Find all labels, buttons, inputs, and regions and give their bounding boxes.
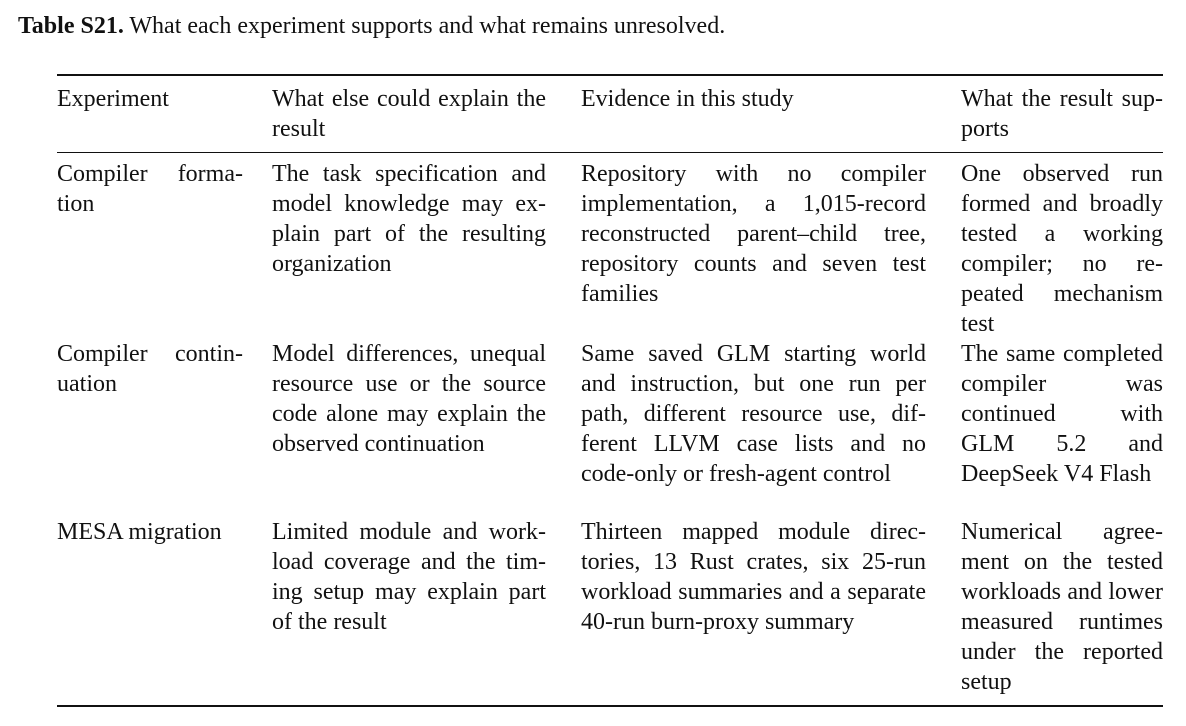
row-3-evidence: Thirteen mapped module directories, 13 Rust crates, six 25-run workload summaries and a separate 40-run burn-proxy summary xyxy=(581,519,926,635)
row-1-alternative: The task specification and model knowledge may explain part of the resulting organization xyxy=(272,161,546,277)
row-1-experiment: Compiler formation xyxy=(57,161,243,217)
header-supports: What the result supports xyxy=(961,86,1163,142)
caption-text: What each experiment supports and what remains unresolved. xyxy=(129,13,726,39)
row-2-alternative: Model differences, unequal resource use or the source code alone may explain the observed continuation xyxy=(272,341,546,457)
top-rule xyxy=(57,74,1163,76)
header-alternative-explanation: What else could explain the result xyxy=(272,86,546,142)
row-2-experiment: Compiler continuation xyxy=(57,341,243,397)
row-1-supports: One observed run formed and broadly tested a working compiler; no repeated mechanism test xyxy=(961,161,1163,337)
header-experiment: Experiment xyxy=(57,86,169,112)
row-3-supports: Numerical agreement on the tested workloads and lower measured runtimes under the reported setup xyxy=(961,519,1163,695)
bottom-rule xyxy=(57,705,1163,707)
table-label: Table S21. xyxy=(18,13,124,39)
row-2-supports: The same completed compiler was continued with GLM 5.2 and DeepSeek V4 Flash xyxy=(961,341,1163,487)
header-evidence: Evidence in this study xyxy=(581,86,794,112)
header-rule xyxy=(57,152,1163,153)
row-1-evidence: Repository with no compiler implementation, a 1,015-record reconstructed parent–child tree, repository counts and seven test families xyxy=(581,161,926,307)
row-3-alternative: Limited module and workload coverage and the timing setup may explain part of the result xyxy=(272,519,546,635)
row-3-experiment: MESA migration xyxy=(57,519,222,545)
row-2-evidence: Same saved GLM starting world and instruction, but one run per path, different resource use, different LLVM case lists and no code-only or fresh-agent control xyxy=(581,341,926,487)
table-caption xyxy=(18,10,725,42)
